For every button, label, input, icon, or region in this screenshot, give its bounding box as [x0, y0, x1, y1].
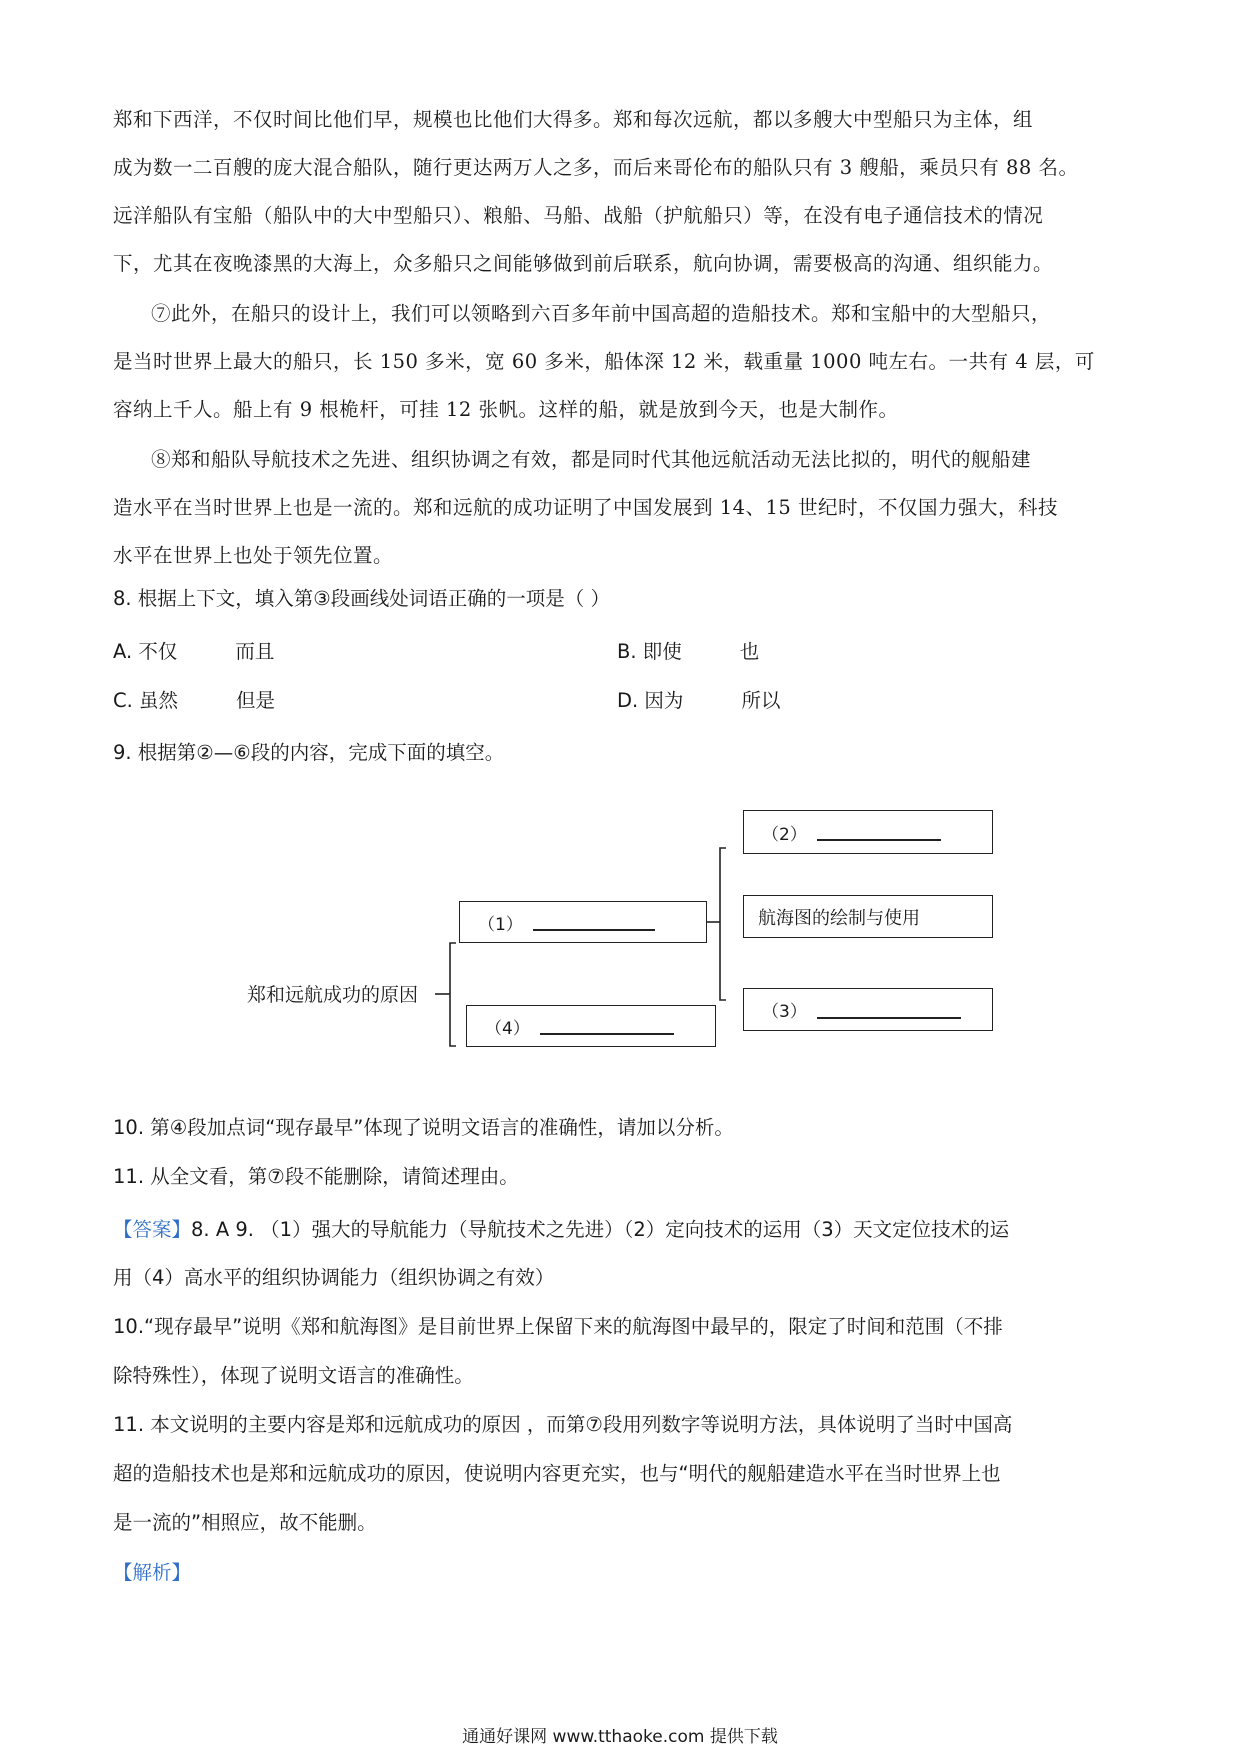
diagram-box-4	[466, 1005, 716, 1047]
box-number: （2）	[762, 824, 807, 845]
answer-10-line-1: 10.“现存最早”说明《郑和航海图》是目前世界上保留下来的航海图中最早的，限定了时间和范围（不排	[113, 1315, 1003, 1338]
box-number: （3）	[762, 1002, 807, 1022]
answer-tag: 【答案】	[113, 1218, 192, 1241]
text-line: 远洋船队有宝船（船队中的大中型船只）、粮船、马船、战船（护航船只）等，在没有电子通信技术的情况	[113, 204, 1044, 227]
diagram-box-3	[743, 988, 993, 1031]
option-word-2: 但是	[236, 689, 276, 712]
diagram-box-1	[459, 901, 707, 943]
option-word-1: 虽然	[139, 689, 179, 712]
question-11: 11. 从全文看，第⑦段不能删除，请简述理由。	[113, 1165, 519, 1188]
fill-blank[interactable]	[817, 1017, 961, 1019]
text-line: 郑和下西洋，不仅时间比他们早，规模也比他们大得多。郑和每次远航，都以多艘大中型船只为主体，组	[113, 108, 1034, 131]
question-9: 9. 根据第②—⑥段的内容，完成下面的填空。	[113, 741, 505, 764]
fill-blank[interactable]	[817, 839, 941, 841]
analysis-tag-text: 【解析】	[113, 1561, 192, 1584]
option-word-1: 即使	[642, 640, 682, 663]
right-bracket	[720, 848, 726, 1000]
text-line: 容纳上千人。船上有 9 根桅杆，可挂 12 张帆。这样的船，就是放到今天，也是大制作。	[113, 398, 899, 421]
fill-blank[interactable]	[533, 929, 655, 931]
answer-10-line-2: 除特殊性），体现了说明文语言的准确性。	[113, 1364, 474, 1387]
option-word-2: 所以	[741, 689, 781, 712]
diagram-box-map	[743, 895, 993, 938]
option-letter: A.	[113, 640, 133, 663]
root-bracket	[450, 943, 456, 1046]
diagram-box-2	[743, 810, 993, 854]
option-word-1: 不仅	[138, 640, 178, 663]
text-line: 成为数一二百艘的庞大混合船队，随行更达两万人之多，而后来哥伦布的船队只有 3 艘船，乘员只有 88 名。	[113, 156, 1079, 179]
analysis-tag	[113, 1557, 1135, 1585]
page-footer: 通通好课网 www.tthaoke.com 提供下载	[462, 1727, 778, 1747]
text-line: 是当时世界上最大的船只，长 150 多米，宽 60 多米，船体深 12 米，载重量 1000 吨左右。一共有 4 层，可	[113, 350, 1095, 373]
option-word-2: 也	[739, 640, 760, 663]
question-8: 8. 根据上下文，填入第③段画线处词语正确的一项是（ ）	[113, 587, 610, 610]
option-word-2: 而且	[235, 640, 275, 663]
text-line: ⑦此外，在船只的设计上，我们可以领略到六百多年前中国高超的造船技术。郑和宝船中的大型船只，	[151, 302, 1052, 325]
option-letter: D.	[617, 689, 639, 712]
answer-11-line-3: 是一流的”相照应，故不能删。	[113, 1511, 377, 1534]
answer-line-2: 用（4）高水平的组织协调能力（组织协调之有效）	[113, 1266, 555, 1289]
option-word-1: 因为	[644, 689, 684, 712]
answer-11-line-1: 11. 本文说明的主要内容是郑和远航成功的原因 ，而第⑦段用列数字等说明方法，具体说明了当时中国高	[113, 1413, 1013, 1436]
text-line: 造水平在当时世界上也是一流的。郑和远航的成功证明了中国发展到 14、15 世纪时，不仅国力强大，科技	[113, 496, 1059, 519]
box-text: 航海图的绘制与使用	[758, 907, 920, 929]
answer-11-line-2: 超的造船技术也是郑和远航成功的原因，使说明内容更充实，也与“明代的舰船建造水平在当时世界上也	[113, 1462, 1001, 1485]
text-line: 水平在世界上也处于领先位置。	[113, 544, 394, 567]
fill-blank[interactable]	[540, 1033, 674, 1035]
box-number: （4）	[485, 1018, 530, 1039]
diagram-root-label: 郑和远航成功的原因	[247, 984, 419, 1006]
answer-line-1	[113, 1214, 1135, 1242]
answer-text: 8. A 9. （1）强大的导航能力（导航技术之先进）（2）定向技术的运用（3）天文定位技术的运	[191, 1218, 1010, 1241]
option-letter: C.	[113, 689, 133, 712]
text-line: 下，尤其在夜晚漆黑的大海上，众多船只之间能够做到前后联系，航向协调，需要极高的沟通、组织能力。	[113, 252, 1054, 275]
question-10: 10. 第④段加点词“现存最早”体现了说明文语言的准确性，请加以分析。	[113, 1116, 734, 1139]
box-number: （1）	[478, 914, 523, 935]
text-line: ⑧郑和船队导航技术之先进、组织协调之有效，都是同时代其他远航活动无法比拟的，明代的舰船建	[151, 448, 1032, 471]
option-letter: B.	[617, 640, 637, 663]
